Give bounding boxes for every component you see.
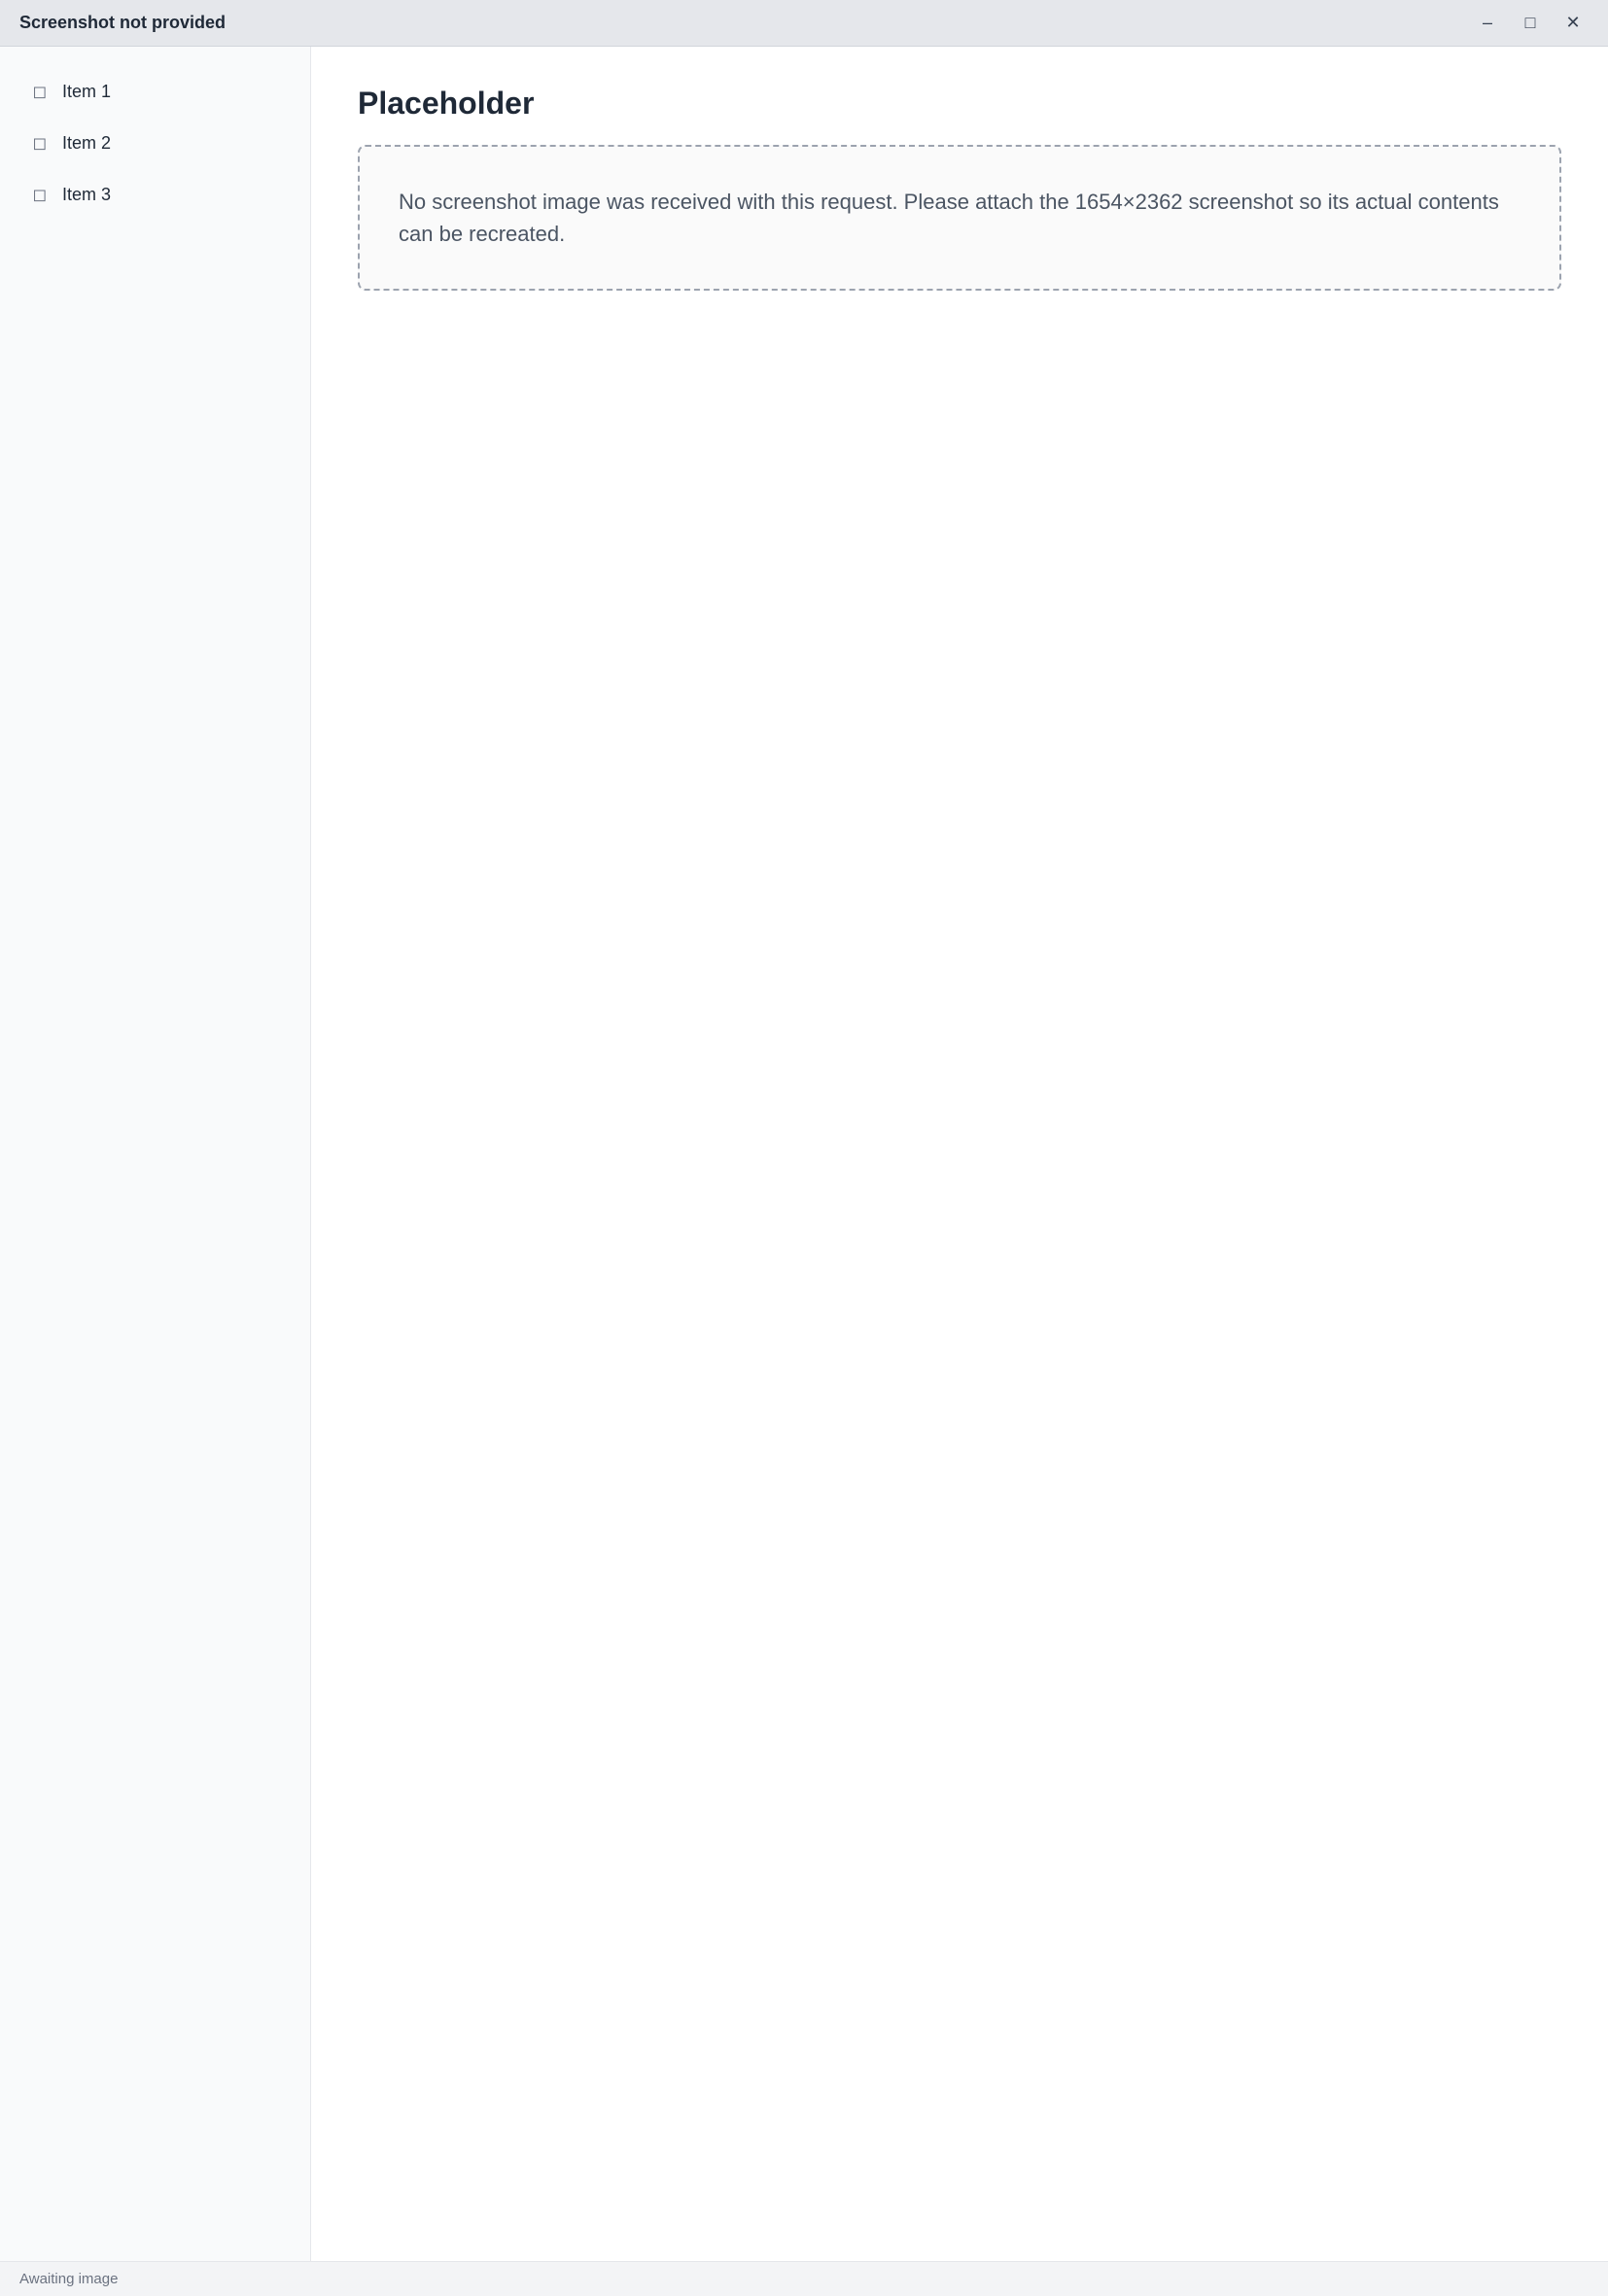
maximize-button[interactable]: □ bbox=[1524, 13, 1536, 32]
window-title: Screenshot not provided bbox=[19, 13, 227, 32]
minimize-button[interactable]: – bbox=[1482, 13, 1492, 32]
sidebar-item-1[interactable] bbox=[16, 70, 295, 114]
placeholder-icon: ◻ bbox=[32, 82, 48, 101]
sidebar-item-3[interactable] bbox=[16, 173, 295, 217]
placeholder-icon: ◻ bbox=[32, 133, 48, 153]
page-title: Placeholder bbox=[358, 86, 535, 121]
placeholder-icon: ◻ bbox=[32, 185, 48, 204]
status-text: Awaiting image bbox=[19, 2271, 119, 2287]
sidebar bbox=[0, 47, 311, 2261]
sidebar-item-label: Item 2 bbox=[62, 133, 112, 153]
main-content bbox=[311, 47, 1608, 2261]
sidebar-item-label: Item 3 bbox=[62, 185, 112, 204]
close-button[interactable]: ✕ bbox=[1565, 13, 1581, 32]
window-body bbox=[0, 47, 1608, 2261]
title-bar bbox=[0, 0, 1608, 47]
sidebar-item-2[interactable] bbox=[16, 122, 295, 165]
sidebar-item-label: Item 1 bbox=[62, 82, 112, 101]
status-bar bbox=[0, 2261, 1608, 2296]
missing-image-notice: No screenshot image was received with this request. Please attach the 1654×2362 screenshot so its actual contents can be recreated. bbox=[358, 145, 1561, 291]
